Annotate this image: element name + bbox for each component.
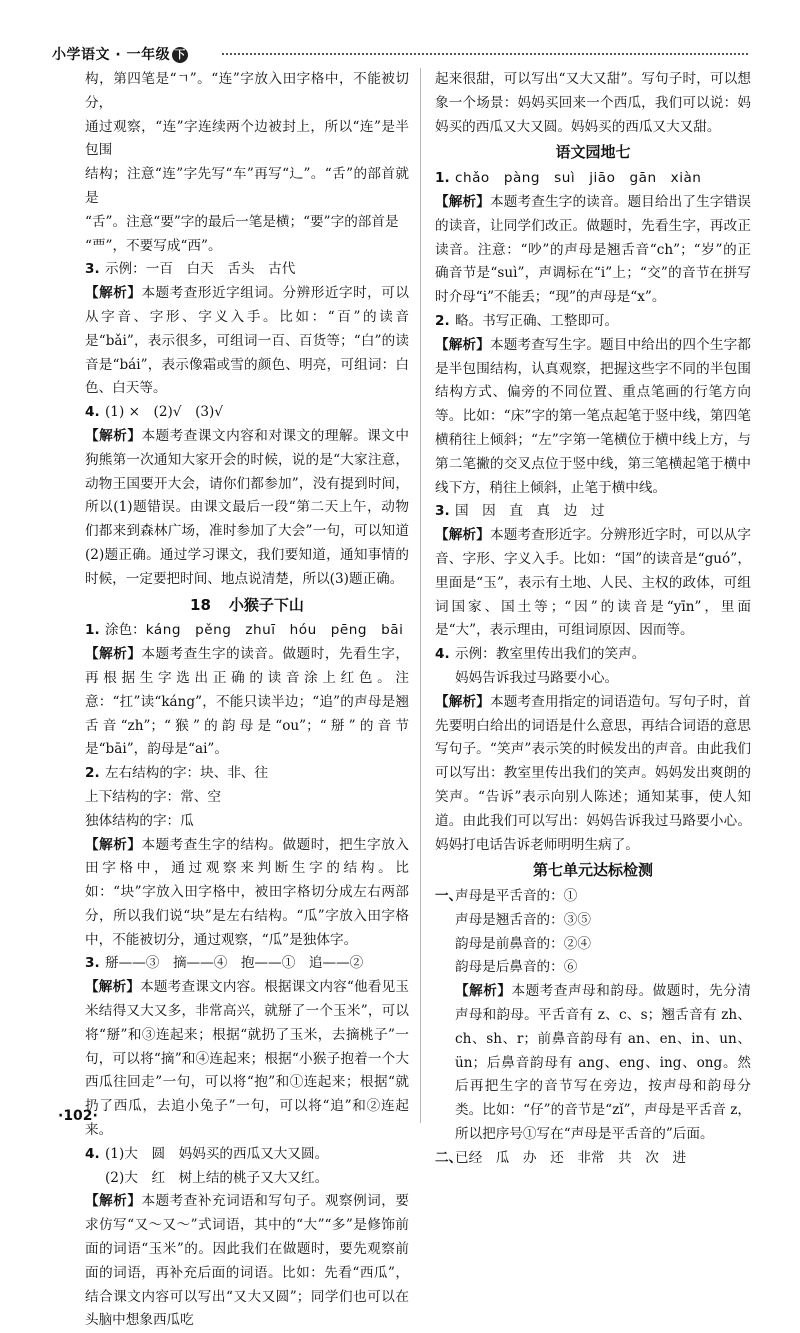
answer-text: 国 因 直 真 边 过 bbox=[455, 503, 605, 520]
analysis-label: 【解析】 bbox=[435, 693, 490, 710]
question-number: 1. bbox=[435, 170, 450, 187]
analysis-text: 本题考查补充词语和写句子。观察例词，要求仿写“又～又～”式词语，其中的“大”“多”是修饰前面的词语“玉米”的。因此我们在做题时，要先观察前面的词语，再补充后面的词语。比如：先看“西瓜”，结合课文内容可以写出“又大又圆”；同学们也可以在头脑中想象西瓜吃 bbox=[85, 1193, 409, 1329]
analysis-text: 本题考查声母和韵母。做题时，先分清声母和韵母。平舌音有 z、c、s；翘舌音有 zh、ch、sh、r；前鼻音韵母有 an、en、in、un、ün；后鼻音韵母有 ang、eng、ing、ong。然后再把生字的音节写在旁边，按声母和韵母分类。比如：“仔”的音节是“zǐ”，声母是平舌音 z，所以把序号①写在“声母是平舌音的”后面。 bbox=[455, 983, 752, 1143]
analysis-text: 本题考查用指定的词语造句。写句子时，首先要明白给出的词语是什么意思，再结合词语的意思写句子。“笑声”表示笑的时候发出的声音。由此我们可以写出：教室里传出我们的笑声。妈妈发出爽朗的笑声。“告诉”表示向别人陈述；通知某事，使人知道。由此我们可以写出：妈妈告诉我过马路要小心。妈妈打电话告诉老师明明生病了。 bbox=[435, 693, 751, 853]
analysis-block bbox=[85, 1190, 409, 1333]
question-3 bbox=[85, 258, 409, 282]
answer-text: 示例：教室里传出我们的笑声。 bbox=[455, 646, 646, 663]
yuandi-question-3 bbox=[435, 500, 751, 524]
analysis-text: 本题考查生字的读音。题目给出了生字错误的读音，让同学们改正。做题时，先看生字，再改正读音。注意：“吵”的声母是翘舌音“ch”；“岁”的正确音节是“suì”，声调标在“i”上；“交”的音节在拼写时介母“i”不能丢；“现”的声母是“x”。 bbox=[435, 193, 751, 306]
answer-line: 上下结构的字：常、空 bbox=[85, 788, 221, 805]
answer-pinyin: chǎo pàng suì jiāo gān xiàn bbox=[455, 170, 702, 187]
question-number: 3. bbox=[85, 261, 100, 278]
continued-analysis: 起来很甜，可以写出“又大又甜”。写句子时，可以想象一个场景：妈妈买回来一个西瓜，我们可以说：妈妈买的西瓜又大又圆。妈妈买的西瓜又大又甜。 bbox=[435, 71, 751, 135]
answer-line: (2)大 红 树上结的桃子又大又红。 bbox=[105, 1169, 329, 1186]
book-title: 小学语文 · 一年级 下 bbox=[52, 44, 188, 64]
answer-line: 韵母是后鼻音的：⑥ bbox=[455, 959, 578, 976]
analysis-label: 【解析】 bbox=[85, 979, 141, 996]
analysis-block bbox=[435, 334, 751, 501]
lesson-question-4 bbox=[85, 1143, 409, 1167]
part-number: 一、 bbox=[435, 888, 463, 905]
analysis-label: 【解析】 bbox=[435, 193, 490, 210]
question-4 bbox=[85, 401, 409, 425]
analysis-block bbox=[85, 976, 409, 1143]
answer-prefix: 涂色： bbox=[105, 622, 146, 639]
question-number: 4. bbox=[435, 646, 450, 663]
lesson-question-1 bbox=[85, 619, 409, 643]
answer-text: 已经 瓜 办 还 非常 共 次 进 bbox=[455, 1149, 687, 1166]
answer-line: 声母是翘舌音的：③⑤ bbox=[455, 911, 591, 928]
answer-text: 示例：一百 白天 舌头 古代 bbox=[105, 261, 296, 278]
analysis-text: 本题考查写生字。题目中给出的四个生字都是半包围结构，认真观察，把握这些字不同的半包围结构方式、偏旁的不同位置、重点笔画的行笔方向等。比如：“床”字的第一笔点起笔于竖中线，第四笔横稍往上倾斜；“左”字第一笔横位于横中线上方，与第二笔撇的交叉点位于竖中线，第三笔横起笔于横中线下方，稍往上倾斜，止笔于横中线。 bbox=[435, 336, 751, 496]
answer-text: 略。书写正确、工整即可。 bbox=[455, 312, 619, 329]
header-dotted-rule bbox=[222, 53, 748, 55]
answer-text: 掰——③ 摘——④ 抱——① 追——② bbox=[105, 955, 364, 972]
answer-text: (1)大 圆 妈妈买的西瓜又大又圆。 bbox=[105, 1145, 329, 1162]
answer-line: 韵母是前鼻音的：②④ bbox=[455, 935, 591, 952]
lesson-title: 小猴子下山 bbox=[228, 595, 304, 614]
answer-line: 平舌音的：① bbox=[495, 888, 578, 905]
analysis-block bbox=[85, 643, 409, 762]
answer-prefix: 声母是 bbox=[455, 888, 496, 905]
analysis-block bbox=[435, 524, 751, 643]
answer-pinyin: káng pěng zhuī hóu pēng bāi bbox=[145, 622, 404, 639]
analysis-text: 本题考查形近字。分辨形近字时，可以从字音、字形、字义入手。比如：“国”的读音是“guó”，里面是“玉”，表示有土地、人民、主权的政体，可组词国家、国土等；“因”的读音是“yīn”，里面是“大”，表示理由，可组词原因、因而等。 bbox=[435, 527, 751, 639]
lesson-number: 18 bbox=[190, 595, 211, 614]
analysis-text: 本题考查生字的读音。做题时，先看生字，再根据生字选出正确的读音涂上红色。注意：“扛”读“káng”，不能只读半边；“追”的声母是翘舌音“zh”；“猴”的韵母是“ou”；“掰”的音节是“bāi”，韵母是“ai”。 bbox=[85, 646, 409, 758]
yuandi-question-4 bbox=[435, 643, 751, 667]
continued-analysis: 构，第四笔是“ㄱ”。“连”字放入田字格中，不能被切分， 通过观察，“连”字连续两个边被封上，所以“连”是半包围 结构；注意“连”字先写“车”再写“辶”。“舌”的部首就是 “舌”。注意“要”字的最后一笔是横；“要”字的部首是 “覀”，不要写成“西”。 bbox=[85, 71, 409, 254]
yuandi-question-2 bbox=[435, 310, 751, 334]
analysis-text: 本题考查形近字组词。分辨形近字时，可以从字音、字形、字义入手。比如：“百”的读音是“bǎi”，表示很多，可组词一百、百货等；“白”的读音是“bái”，表示像霜或雪的颜色、明亮，可组词：白色、白天等。 bbox=[85, 285, 409, 397]
analysis-label: 【解析】 bbox=[85, 646, 142, 663]
analysis-block bbox=[85, 834, 409, 953]
page-header bbox=[52, 44, 748, 68]
answer-text: (1) × (2)√ (3)√ bbox=[105, 404, 223, 421]
lesson-question-2 bbox=[85, 762, 409, 786]
analysis-block bbox=[435, 191, 751, 310]
answer-line: 独体结构的字：瓜 bbox=[85, 812, 194, 829]
question-number: 3. bbox=[435, 503, 450, 520]
analysis-label: 【解析】 bbox=[85, 1193, 142, 1210]
analysis-block bbox=[435, 691, 751, 858]
analysis-block bbox=[85, 282, 409, 401]
lesson-question-3 bbox=[85, 952, 409, 976]
section-heading-yuwen-yuandi: 语文园地七 bbox=[555, 143, 631, 162]
analysis-text: 本题考查生字的结构。做题时，把生字放入田字格中，通过观察来判断生字的结构。比如：“块”字放入田字格中，被田字格切分成左右两部分，所以我们说“块”是左右结构。“瓜”字放入田字格中，不能被切分，通过观察，“瓜”是独体字。 bbox=[85, 836, 409, 948]
question-number: 2. bbox=[435, 312, 450, 329]
right-column bbox=[435, 68, 751, 1171]
yuandi-question-1 bbox=[435, 167, 751, 191]
question-number: 4. bbox=[85, 1145, 100, 1162]
question-number: 3. bbox=[85, 955, 100, 972]
column-divider bbox=[420, 68, 421, 1123]
analysis-block bbox=[85, 425, 409, 592]
analysis-block bbox=[435, 980, 751, 1147]
question-number: 4. bbox=[85, 404, 100, 421]
analysis-label: 【解析】 bbox=[85, 836, 142, 853]
volume-badge: 下 bbox=[172, 47, 188, 63]
analysis-label: 【解析】 bbox=[435, 336, 490, 353]
question-number: 2. bbox=[85, 765, 100, 782]
analysis-label: 【解析】 bbox=[435, 527, 490, 544]
analysis-text: 本题考查课文内容。根据课文内容“他看见玉米结得又大又多，非常高兴，就掰了一个玉米”，可以将“掰”和③连起来；根据“就扔了玉米，去摘桃子”一句，可以将“摘”和④连起来；根据“小猴子抱着一个大西瓜往回走”一句，可以将“抱”和①连起来；根据“就扔了西瓜，去追小兔子”一句，可以将“追”和②连起来。 bbox=[85, 979, 409, 1139]
analysis-label: 【解析】 bbox=[85, 285, 142, 302]
part-number: 二、 bbox=[435, 1149, 463, 1166]
analysis-label: 【解析】 bbox=[85, 427, 142, 444]
analysis-label: 【解析】 bbox=[455, 983, 512, 1000]
test-part-2 bbox=[435, 1147, 751, 1171]
test-part-1 bbox=[435, 885, 751, 909]
section-heading-unit-test: 第七单元达标检测 bbox=[532, 861, 653, 880]
answer-line: 左右结构的字：块、非、往 bbox=[105, 765, 269, 782]
answer-line: 妈妈告诉我过马路要小心。 bbox=[455, 669, 619, 686]
page-number: ·102· bbox=[58, 1108, 98, 1124]
analysis-text: 本题考查课文内容和对课文的理解。课文中狗熊第一次通知大家开会的时候，说的是“大家注意，动物王国要开大会，请你们都参加”，没有提到时间，所以(1)题错误。由课文最后一段“第二天上午，动物们都来到森林广场，准时参加了大会”一句，可以知道(2)题正确。通过学习课文，我们要知道，通知事情的时候，一定要把时间、地点说清楚，所以(3)题正确。 bbox=[85, 427, 409, 587]
lesson-heading bbox=[85, 594, 409, 618]
left-column bbox=[85, 68, 409, 1333]
question-number: 1. bbox=[85, 622, 100, 639]
